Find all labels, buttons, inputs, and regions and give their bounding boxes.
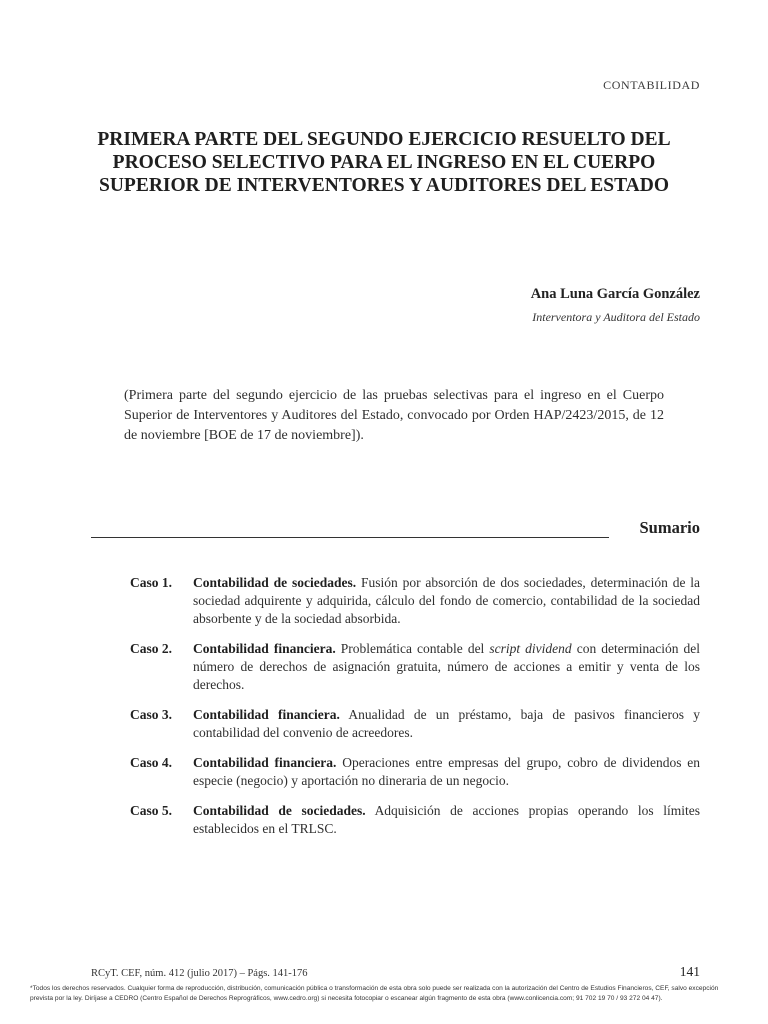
case-description [193, 754, 700, 790]
case-label: Caso 3. [130, 707, 173, 722]
case-label: Caso 2. [130, 641, 173, 656]
sumario-list [130, 574, 700, 850]
case-text: Fusión por absorción de dos sociedades, determinación de la sociedad adquirente y adquirida, cálculo del fondo de comercio, contabilidad de la sociedad absorbente y de la sociedad absorbida. [193, 575, 701, 626]
article-title: PRIMERA PARTE DEL SEGUNDO EJERCICIO RESUELTO DEL PROCESO SELECTIVO PARA EL INGRESO EN EL CUERPO SUPERIOR DE INTERVENTORES Y AUDITORES DEL ESTADO [97, 129, 671, 196]
case-topic: Contabilidad financiera. [193, 641, 336, 656]
journal-reference: RCyT. CEF, núm. 412 (julio 2017) – Págs. 141-176 [91, 968, 308, 979]
sumario-item-case-2 [130, 640, 700, 694]
sumario-item-case-5 [130, 802, 700, 838]
case-text: Operaciones entre empresas del grupo, cobro de dividendos en especie (negocio) y aportación no dineraria de un negocio. [193, 755, 701, 788]
case-text: Adquisición de acciones propias operando los límites establecidos en el TRLSC. [193, 803, 701, 836]
author-block [531, 284, 700, 327]
case-topic: Contabilidad financiera. [193, 707, 340, 722]
page-number: 141 [679, 964, 700, 979]
sumario-item-case-4 [130, 754, 700, 790]
sumario-item-case-3 [130, 706, 700, 742]
case-description [193, 640, 700, 694]
case-label: Caso 4. [130, 755, 173, 770]
intro-paragraph: (Primera parte del segundo ejercicio de las pruebas selectivas para el ingreso en el Cuerpo Superior de Interventores y Auditores del Estado, convocado por Orden HAP/2423/2015, de 12 de noviembre [BOE de 17 de noviembre]). [124, 388, 664, 443]
case-text-italic: script dividend [489, 641, 572, 656]
author-name: Ana Luna García González [530, 286, 700, 302]
sumario-item-case-1 [130, 574, 700, 628]
sumario-divider [91, 537, 609, 538]
case-description [193, 706, 700, 742]
case-topic: Contabilidad financiera. [193, 755, 337, 770]
case-description [193, 802, 700, 838]
case-topic: Contabilidad de sociedades. [193, 803, 366, 818]
sumario-heading: Sumario [639, 518, 700, 537]
copyright-notice: *Todos los derechos reservados. Cualquier forma de reproducción, distribución, comunicación pública o transformación de esta obra solo puede ser realizada con la autorización del Centro de Estudios Financieros, CEF, salvo excepción prevista por la ley. Diríjase a CEDRO (Centro Español de Derechos Reprográficos, www.cedro.org) si necesita fotocopiar o escanear algún fragmento de esta obra (www.conlicencia.com; 91 702 19 70 / 93 272 04 47). [30, 985, 719, 1002]
case-description [193, 574, 700, 628]
case-label: Caso 5. [130, 803, 173, 818]
case-topic: Contabilidad de sociedades. [193, 575, 357, 590]
section-label: CONTABILIDAD [603, 78, 700, 92]
case-text: con determinación del número de derechos de asignación gratuita, número de acciones a emitir y venta de los derechos. [193, 641, 701, 692]
author-role: Interventora y Auditora del Estado [532, 310, 700, 324]
case-text: Anualidad de un préstamo, baja de pasivos financieros y contabilidad del convenio de acreedores. [193, 707, 700, 740]
case-label: Caso 1. [130, 575, 173, 590]
case-text: Problemática contable del [340, 641, 485, 656]
